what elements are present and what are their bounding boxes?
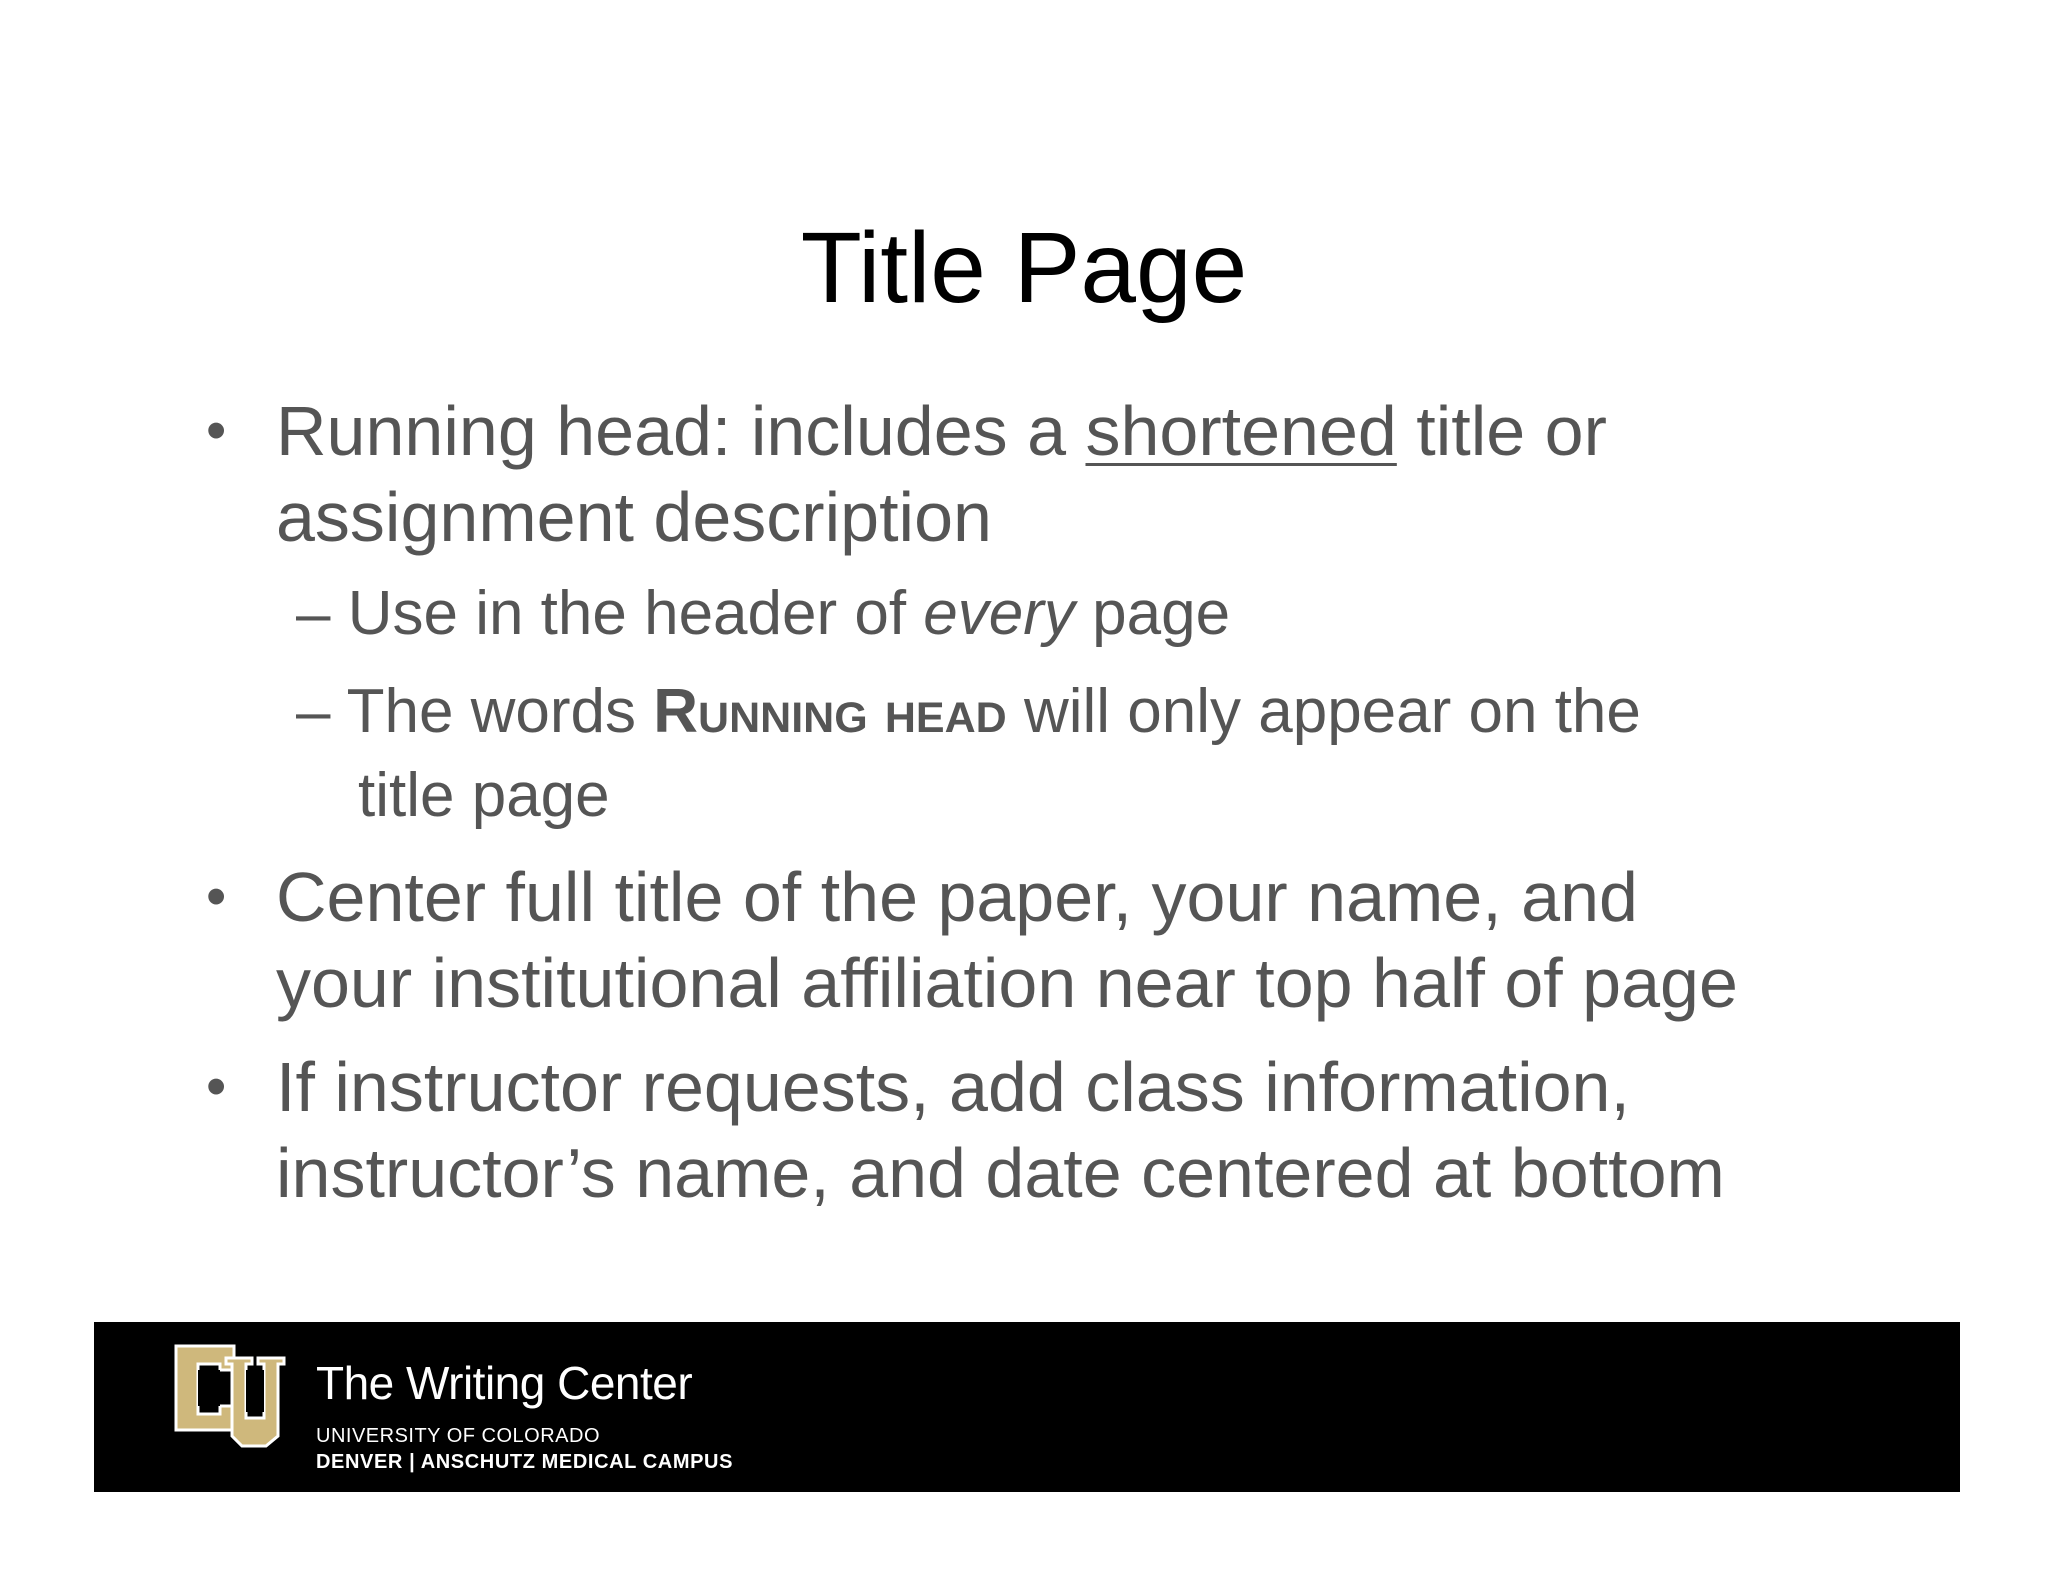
bullet-marker: • — [206, 864, 227, 929]
sub-bullet-1-text-a: – Use in the header of — [296, 579, 924, 648]
bullet-1-underlined-word: shortened — [1085, 392, 1397, 470]
bullet-2-line-1: Center full title of the paper, your name, and — [276, 858, 1638, 936]
bullet-2-line-2: your institutional affiliation near top half of page — [276, 944, 1738, 1022]
sub-bullet-2-smallcaps: Running head — [653, 677, 1007, 746]
bullet-marker: • — [206, 1054, 227, 1119]
bullet-1-line-1 — [276, 388, 1607, 474]
slide-title: Title Page — [800, 212, 1248, 324]
sub-bullet-2-text-b: will only appear on the — [1006, 677, 1641, 746]
sub-bullet-2-line-2: title page — [358, 761, 610, 830]
sub-bullet-2-text-a: – The words — [296, 677, 654, 746]
bullet-3-line-2: instructor’s name, and date centered at bottom — [276, 1134, 1725, 1212]
footer-bar — [94, 1322, 1960, 1492]
bullet-marker: • — [206, 398, 227, 463]
sub-bullet-1-italic: every — [923, 579, 1075, 648]
bullet-1-text-a: Running head: includes a — [276, 392, 1086, 470]
bullet-3-line-1: If instructor requests, add class information, — [276, 1048, 1630, 1126]
campus-name: DENVER | ANSCHUTZ MEDICAL CAMPUS — [316, 1451, 734, 1473]
university-name: UNIVERSITY OF COLORADO — [316, 1425, 601, 1447]
cu-logo-icon — [168, 1336, 292, 1454]
writing-center-name: The Writing Center — [316, 1357, 693, 1409]
sub-bullet-1 — [296, 574, 1230, 654]
sub-bullet-1-text-b: page — [1074, 579, 1231, 648]
bullet-1-line-2: assignment description — [276, 478, 992, 556]
sub-bullet-2-line-1 — [296, 672, 1641, 752]
bullet-1-text-b: title or — [1396, 392, 1607, 470]
